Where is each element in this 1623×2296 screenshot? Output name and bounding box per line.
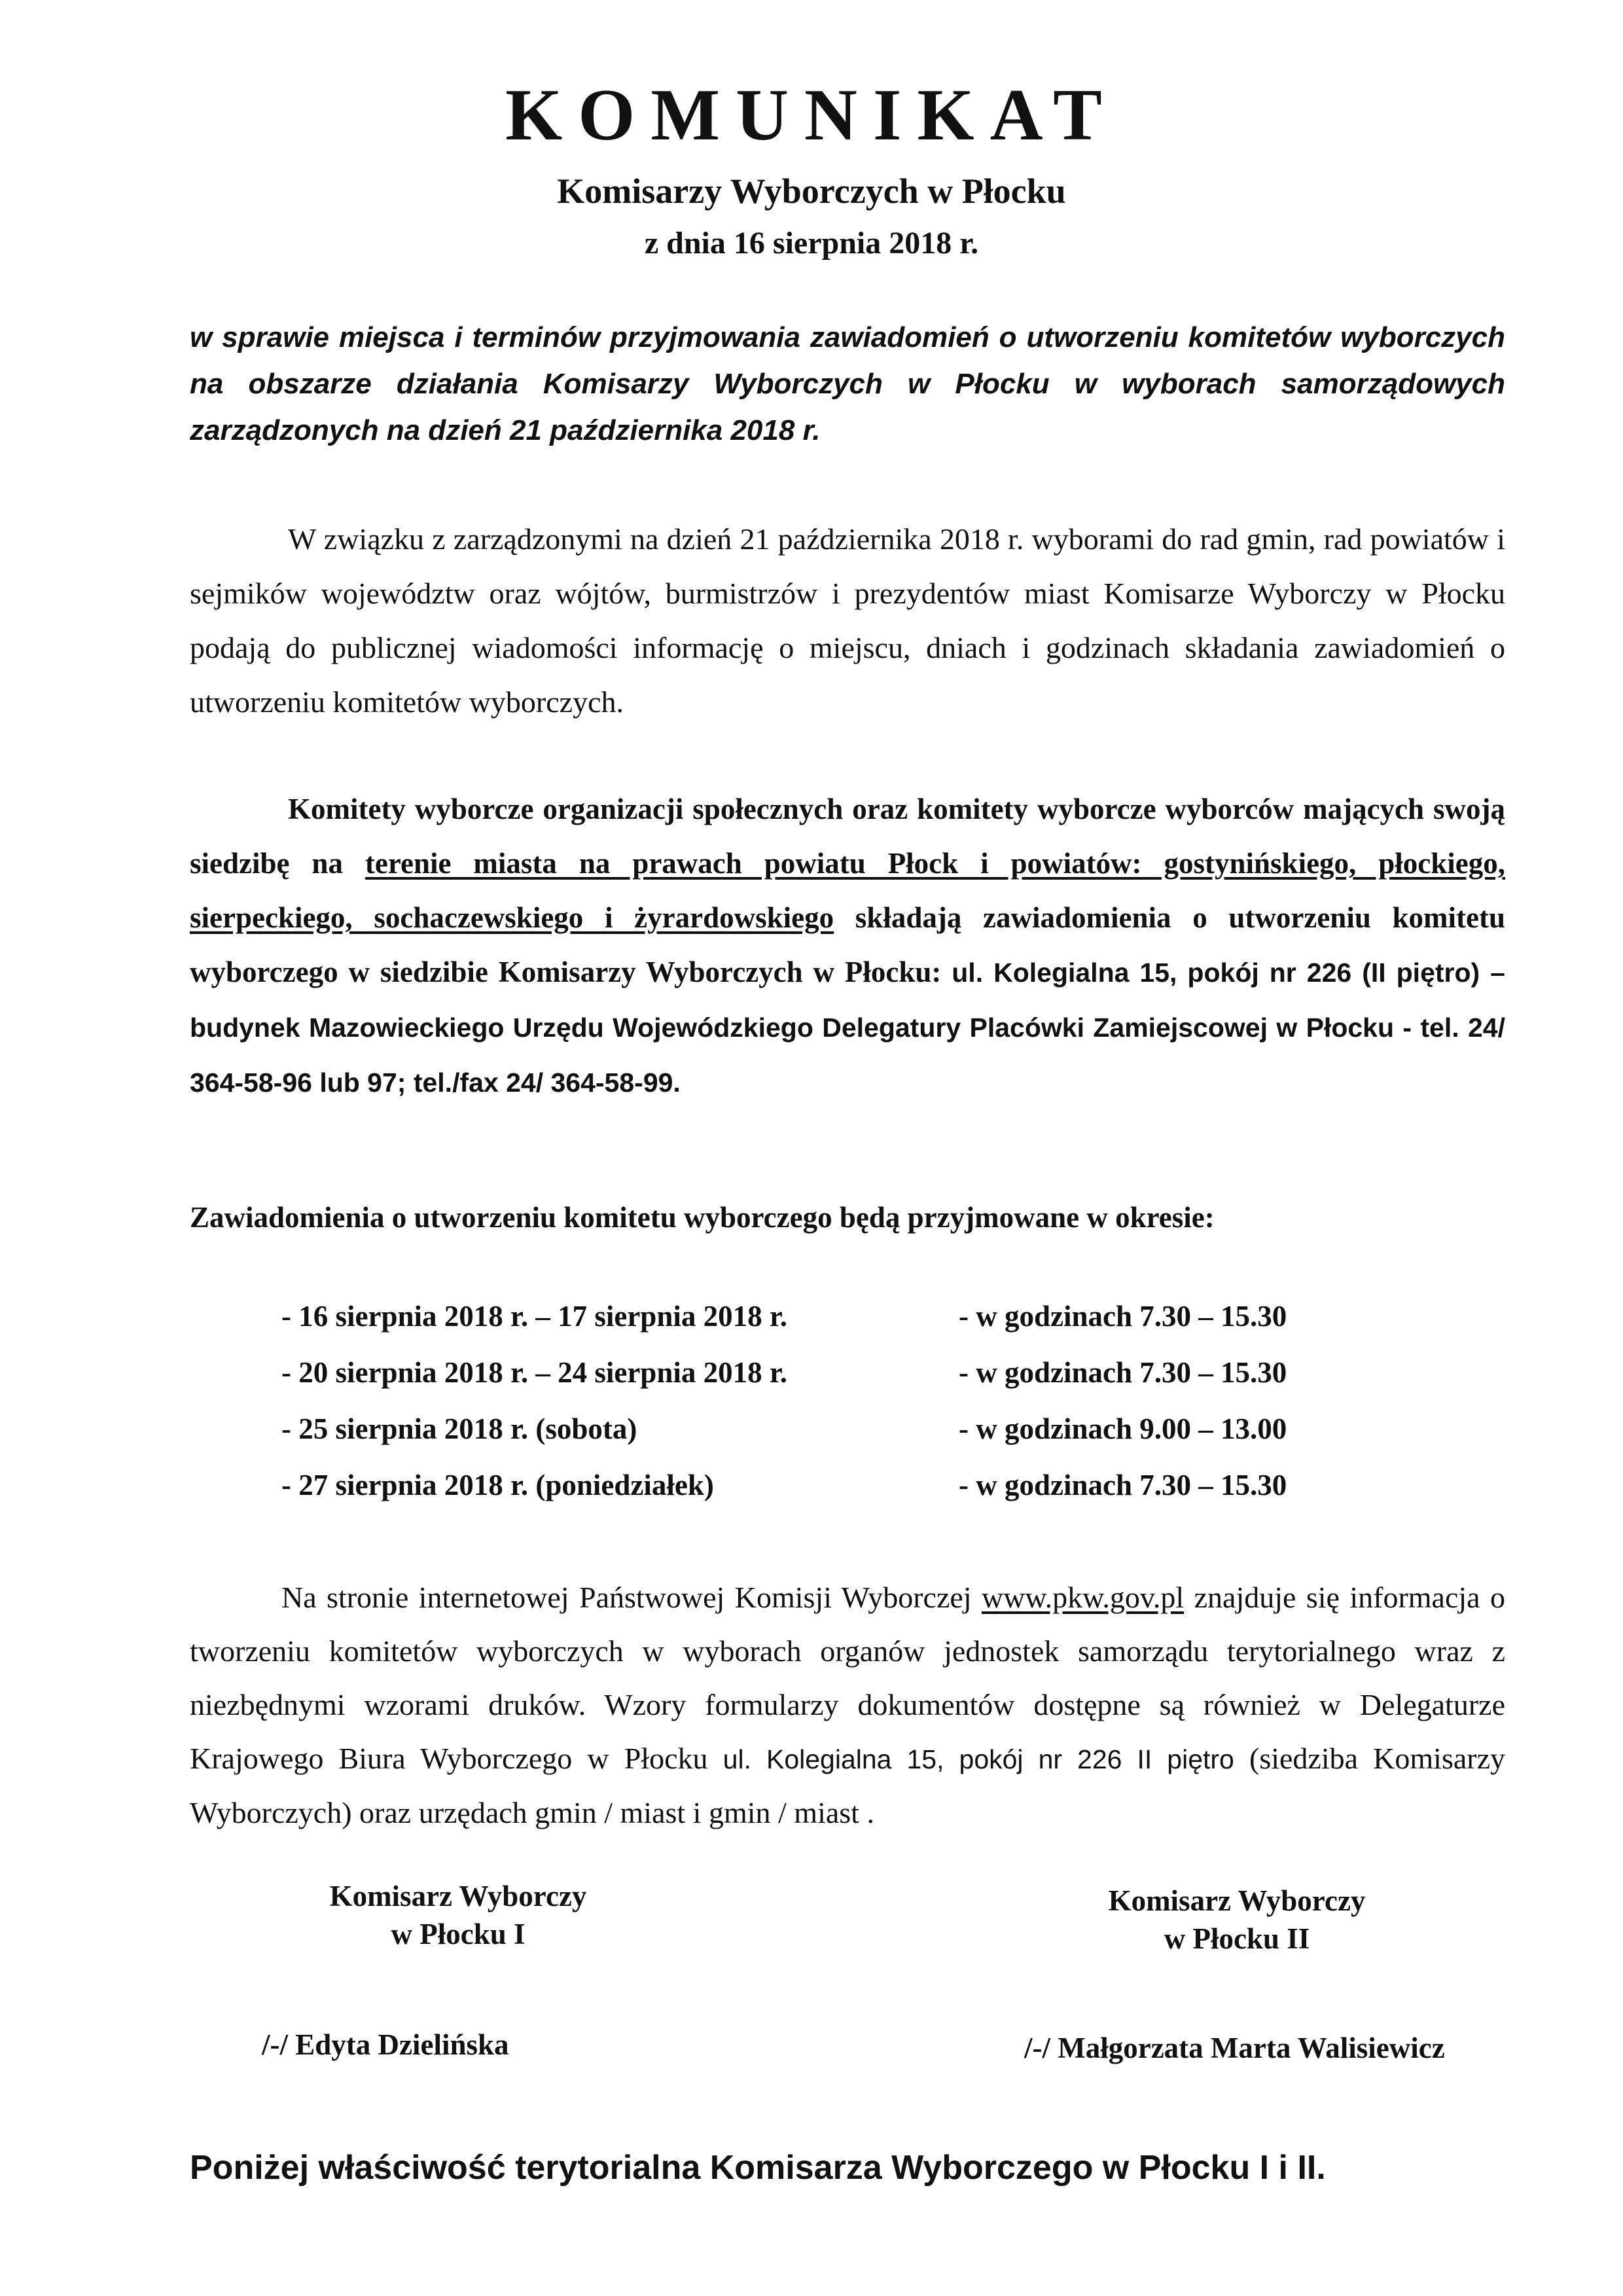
schedule-row bbox=[281, 1355, 1394, 1412]
schedule-dates: - 16 sierpnia 2018 r. – 17 sierpnia 2018 r. bbox=[281, 1300, 787, 1333]
schedule-row bbox=[281, 1468, 1394, 1524]
paragraph-committees bbox=[190, 782, 1505, 1110]
schedule-dates: - 25 sierpnia 2018 r. (sobota) bbox=[281, 1412, 637, 1445]
schedule-dates: - 20 sierpnia 2018 r. – 24 sierpnia 2018 r. bbox=[281, 1356, 787, 1389]
schedule-hours: - w godzinach 7.30 – 15.30 bbox=[959, 1469, 1287, 1501]
pkw-website-link[interactable]: www.pkw.gov.pl bbox=[981, 1581, 1185, 1614]
schedule-row bbox=[281, 1412, 1394, 1468]
paragraph-intro-text: W związku z zarządzonymi na dzień 21 października 2018 r. wyborami do rad gmin, rad powiatów i sejmików województw oraz wójtów, burmistrzów i prezydentów miast Komisarze Wyborczy w Płocku podają do publicznej wiadomości informację o miejscu, dniach i godzinach składania zawiadomień o utworzeniu komitetów wyborczych. bbox=[190, 522, 1505, 719]
signature-title: Komisarz Wyborczy bbox=[329, 1880, 587, 1912]
signature-title: Komisarz Wyborczy bbox=[1108, 1884, 1366, 1917]
territory-underlined: terenie miasta na prawach powiatu Płock i powiatów: gostynińskiego, płockiego, sierpeckiego, sochaczewskiego i żyrardowskiego bbox=[190, 847, 1505, 934]
document-title: KOMUNIKAT bbox=[505, 75, 1118, 156]
office-contact: ul. Kolegialna 15, pokój nr 226 (II piętro) – budynek Mazowieckiego Urzędu Wojewódzkiego Delegatury Placówki Zamiejscowej w Płocku - tel. 24/ 364-58-96 lub 97; tel./fax 24/ 364-58-99. bbox=[190, 958, 1505, 1098]
pkw-text-2: znajduje się informacja o tworzeniu komitetów wyborczych w wyborach organów jednostek samorządu terytorialnego wraz z niezbędnymi wzorami druków. Wzory formularzy dokumentów dostępne są również w Delegaturze Krajowego Biura Wyborczego w Płocku bbox=[190, 1581, 1505, 1775]
signatory-name-right: /-/ Małgorzata Marta Walisiewicz bbox=[1024, 2032, 1445, 2064]
schedule-hours: - w godzinach 7.30 – 15.30 bbox=[959, 1300, 1287, 1333]
delegation-address: ul. Kolegialna 15, pokój nr 226 II piętro bbox=[722, 1744, 1234, 1774]
pkw-text-1: Na stronie internetowej Państwowej Komisji Wyborczej bbox=[281, 1581, 982, 1614]
signature-block-right bbox=[1008, 1882, 1466, 1958]
schedule-list bbox=[281, 1299, 1394, 1524]
paragraph-pkw-info bbox=[190, 1571, 1505, 1840]
document-subtitle: Komisarzy Wyborczych w Płocku bbox=[557, 171, 1066, 211]
schedule-hours: - w godzinach 7.30 – 15.30 bbox=[959, 1356, 1287, 1389]
schedule-hours: - w godzinach 9.00 – 13.00 bbox=[959, 1412, 1287, 1445]
paragraph-intro bbox=[190, 512, 1505, 729]
signature-office: w Płocku I bbox=[391, 1918, 526, 1950]
subject-line: w sprawie miejsca i terminów przyjmowania zawiadomień o utworzeniu komitetów wyborczych na obszarze działania Komisarzy Wyborczych w Płocku w wyborach samorządowych zarządzonych na dzień 21 października 2018 r. bbox=[190, 321, 1505, 446]
footer-note: Poniżej właściwość terytorialna Komisarza Wyborczego w Płocku I i II. bbox=[190, 2149, 1326, 2187]
pkw-text-3: (siedziba Komisarzy Wyborczych) oraz urzędach gmin / miast i gmin / miast . bbox=[190, 1742, 1505, 1829]
committees-text-1: Komitety wyborcze organizacji społecznych oraz komitety wyborcze wyborców mających swoją siedzibę na bbox=[190, 793, 1505, 880]
signatory-name-left: /-/ Edyta Dzielińska bbox=[262, 2028, 509, 2061]
schedule-row bbox=[281, 1299, 1394, 1355]
signature-office: w Płocku II bbox=[1164, 1922, 1310, 1955]
schedule-dates: - 27 sierpnia 2018 r. (poniedziałek) bbox=[281, 1469, 714, 1501]
signature-block-left bbox=[229, 1877, 687, 1953]
document-date: z dnia 16 sierpnia 2018 r. bbox=[644, 226, 979, 260]
period-intro: Zawiadomienia o utworzeniu komitetu wyborczego będą przyjmowane w okresie: bbox=[190, 1201, 1215, 1234]
committees-text-2: składają zawiadomienia o utworzeniu komitetu wyborczego w siedzibie Komisarzy Wyborczych w Płocku: bbox=[190, 901, 1506, 988]
